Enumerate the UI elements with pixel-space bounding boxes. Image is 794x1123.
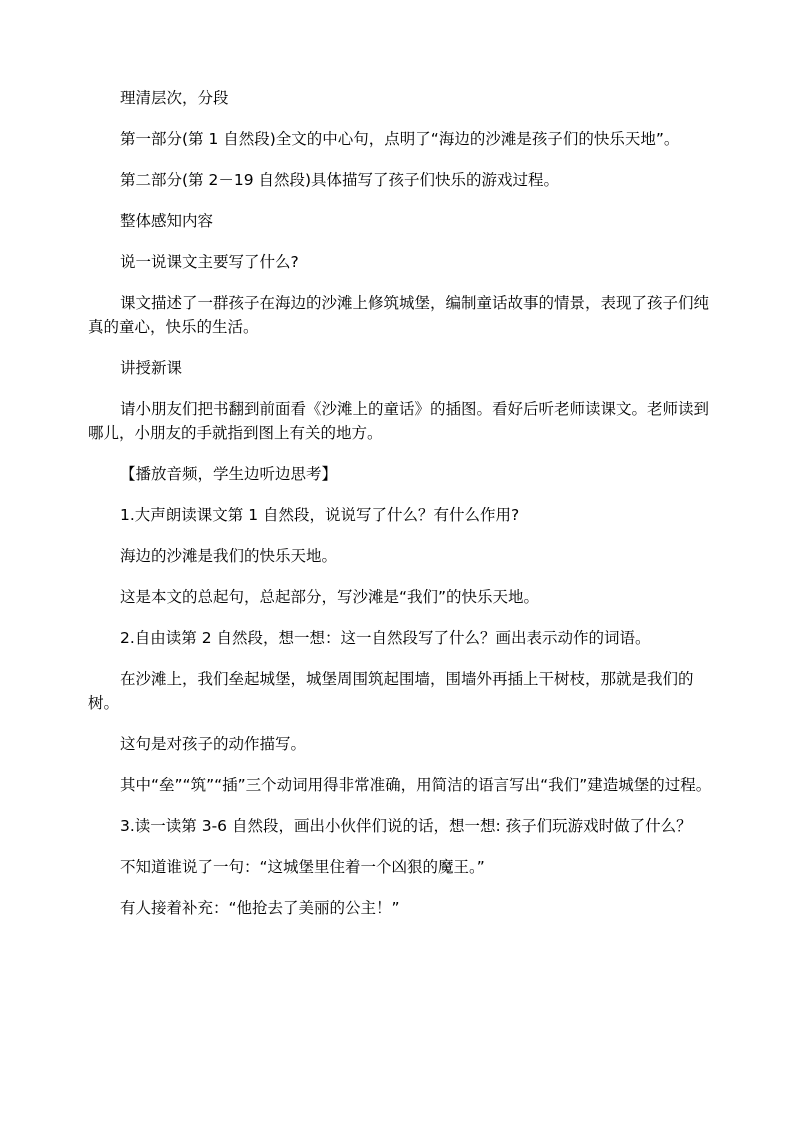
paragraph: 请小朋友们把书翻到前面看《沙滩上的童话》的插图。看好后听老师读课文。老师读到哪儿，小朋友的手就指到图上有关的地方。	[88, 400, 710, 442]
paragraph-question: 1.大声朗读课文第 1 自然段，说说写了什么？有什么作用?	[120, 506, 520, 524]
paragraph: 在沙滩上，我们垒起城堡，城堡周围筑起围墙，围墙外再插上干树枝，那就是我们的树。	[88, 670, 694, 712]
paragraph: 第一部分(第 1 自然段)全文的中心句，点明了“海边的沙滩是孩子们的快乐天地”。	[120, 130, 680, 148]
paragraph-question: 2.自由读第 2 自然段，想一想：这一自然段写了什么？画出表示动作的词语。	[120, 629, 651, 647]
paragraph: 海边的沙滩是我们的快乐天地。	[120, 547, 338, 565]
paragraph-question: 说一说课文主要写了什么?	[120, 253, 299, 271]
paragraph-bracket-note: 【播放音频，学生边听边思考】	[120, 465, 338, 483]
paragraph: 第二部分(第 2－19 自然段)具体描写了孩子们快乐的游戏过程。	[120, 171, 560, 189]
paragraph: 有人接着补充：“他抢去了美丽的公主！”	[120, 899, 400, 917]
paragraph: 其中“垒”“筑”“插”三个动词用得非常准确，用简洁的语言写出“我们”建造城堡的过程。	[120, 776, 712, 794]
document-page	[88, 86, 713, 920]
paragraph: 课文描述了一群孩子在海边的沙滩上修筑城堡，编制童话故事的情景，表现了孩子们纯真的童心，快乐的生活。	[88, 294, 710, 336]
paragraph-section-heading: 讲授新课	[120, 359, 183, 377]
paragraph-section-heading: 理清层次，分段	[120, 89, 229, 107]
paragraph: 不知道谁说了一句：“这城堡里住着一个凶狠的魔王。”	[120, 858, 485, 876]
paragraph-section-heading: 整体感知内容	[120, 212, 214, 230]
paragraph: 这句是对孩子的动作描写。	[120, 735, 307, 753]
paragraph-question: 3.读一读第 3-6 自然段，画出小伙伴们说的话，想一想: 孩子们玩游戏时做了什么？	[120, 817, 692, 835]
paragraph: 这是本文的总起句，总起部分，写沙滩是“我们”的快乐天地。	[120, 588, 540, 606]
